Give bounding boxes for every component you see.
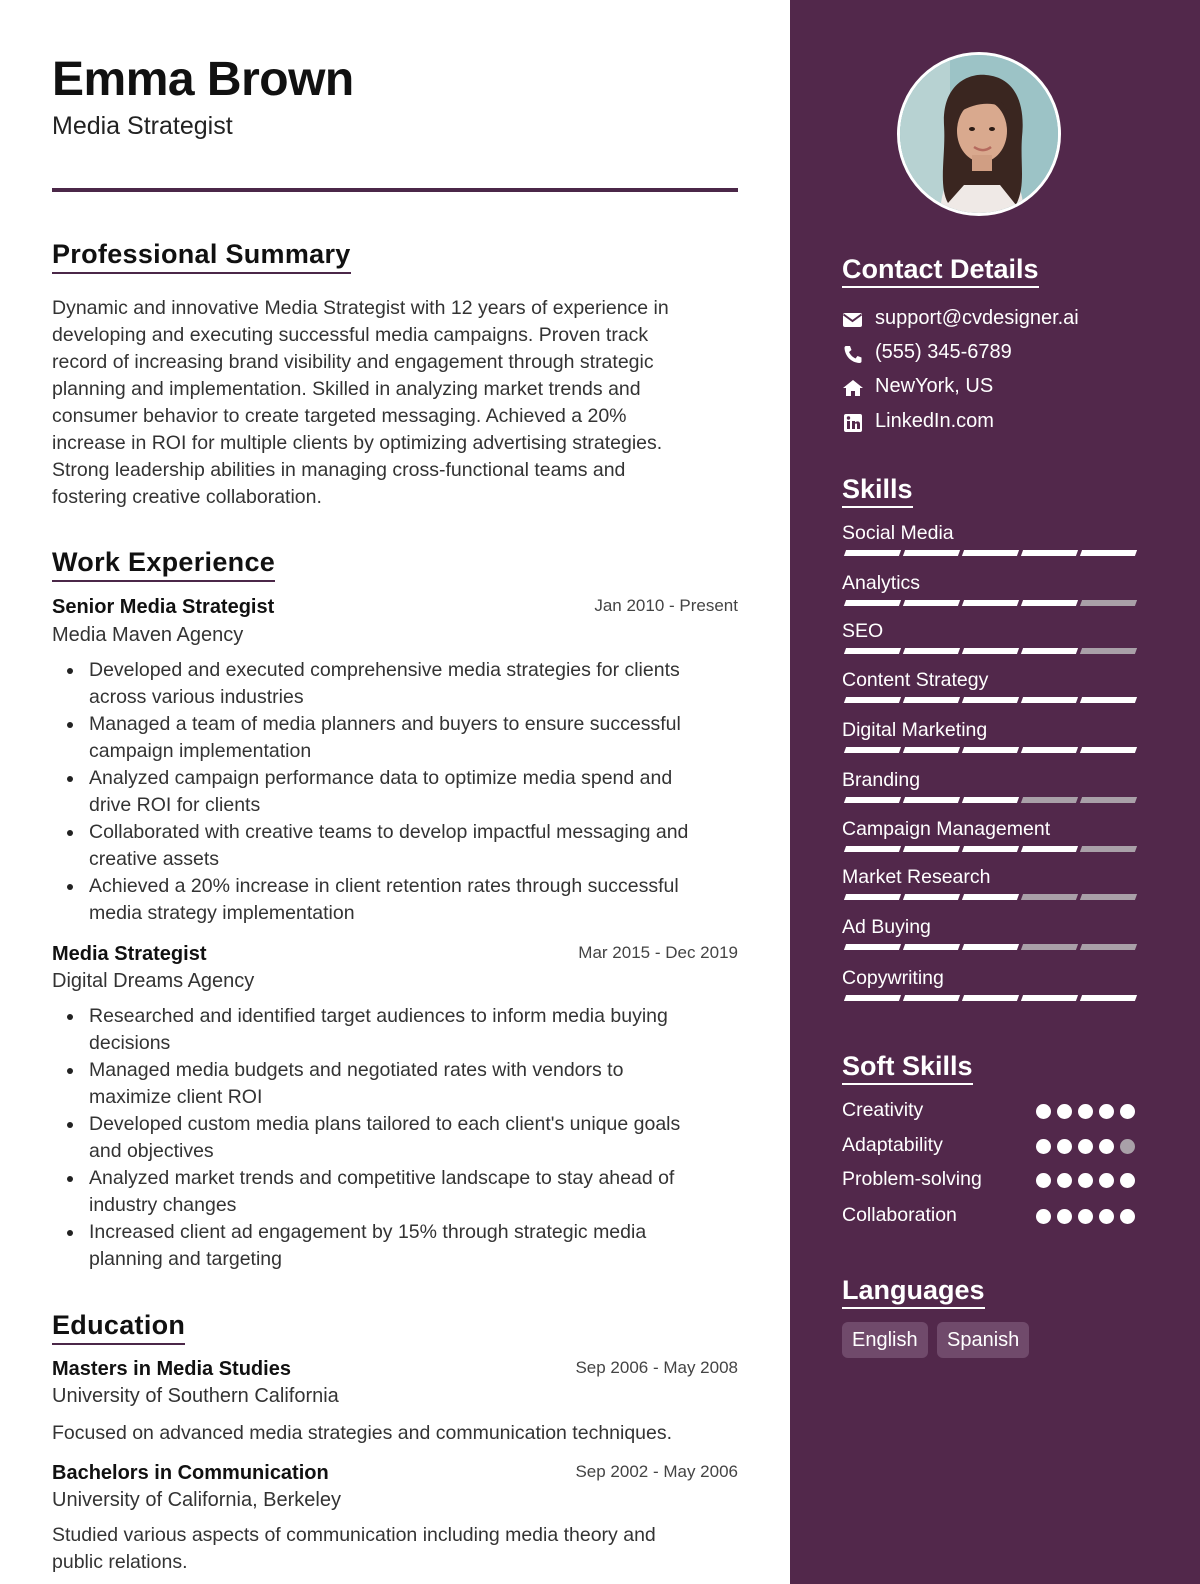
job-header bbox=[52, 943, 738, 969]
education-header bbox=[52, 1462, 738, 1488]
portrait-image bbox=[900, 55, 1061, 216]
rating-dot-filled bbox=[1099, 1104, 1114, 1119]
rating-segment-filled bbox=[962, 846, 1019, 852]
rating-dot-filled bbox=[1057, 1173, 1072, 1188]
rating-segment-empty bbox=[1080, 846, 1137, 852]
summary-line: developing and executing successful media campaigns. Proven track bbox=[52, 324, 649, 346]
soft-skill-name: Creativity bbox=[842, 1099, 924, 1121]
skill-rating-bar bbox=[842, 697, 1135, 703]
rating-segment-filled bbox=[962, 747, 1019, 753]
skill-row bbox=[842, 916, 1142, 956]
rating-dot-filled bbox=[1078, 1209, 1093, 1224]
language-chip: Spanish bbox=[937, 1322, 1029, 1358]
list-item bbox=[52, 1219, 738, 1273]
soft-skill-rating bbox=[1036, 1173, 1136, 1189]
bullet-line: industry changes bbox=[89, 1194, 237, 1216]
contact-text: (555) 345-6789 bbox=[875, 341, 1012, 363]
rating-segment-filled bbox=[903, 648, 960, 654]
skill-row bbox=[842, 769, 1142, 809]
education-description bbox=[52, 1420, 738, 1447]
degree: Bachelors in Communication bbox=[52, 1462, 329, 1484]
rating-dot-filled bbox=[1036, 1104, 1051, 1119]
rating-segment-filled bbox=[1021, 600, 1078, 606]
bullet-line: campaign implementation bbox=[89, 740, 312, 762]
bullet-line: Developed and executed comprehensive media strategies for clients bbox=[89, 659, 680, 681]
rating-segment-filled bbox=[1021, 995, 1078, 1001]
bullet-line: Increased client ad engagement by 15% through strategic media bbox=[89, 1221, 647, 1243]
school: University of Southern California bbox=[52, 1385, 339, 1407]
skill-rating-bar bbox=[842, 894, 1135, 900]
skill-row bbox=[842, 522, 1142, 562]
rating-segment-filled bbox=[844, 550, 901, 556]
skill-rating-bar bbox=[842, 600, 1135, 606]
rating-segment-filled bbox=[844, 600, 901, 606]
rating-segment-filled bbox=[962, 797, 1019, 803]
profile-photo bbox=[897, 52, 1061, 216]
rating-segment-empty bbox=[1080, 797, 1137, 803]
rating-dot-filled bbox=[1120, 1173, 1135, 1188]
skill-name: Digital Marketing bbox=[842, 719, 988, 741]
skill-row bbox=[842, 719, 1142, 759]
rating-segment-filled bbox=[1021, 550, 1078, 556]
skill-rating-bar bbox=[842, 995, 1135, 1001]
rating-segment-empty bbox=[1080, 600, 1137, 606]
skill-row bbox=[842, 818, 1142, 858]
skill-name: Branding bbox=[842, 769, 921, 791]
summary-line: increase in ROI for multiple clients by optimizing advertising strategies. bbox=[52, 432, 663, 454]
header-divider bbox=[52, 188, 738, 192]
rating-segment-filled bbox=[844, 747, 901, 753]
job-role: Senior Media Strategist bbox=[52, 596, 275, 618]
rating-segment-filled bbox=[1021, 697, 1078, 703]
list-item bbox=[52, 1165, 738, 1219]
job-header bbox=[52, 596, 738, 622]
summary-line: Dynamic and innovative Media Strategist with 12 years of experience in bbox=[52, 297, 669, 319]
education-header bbox=[52, 1358, 738, 1384]
rating-segment-filled bbox=[962, 600, 1019, 606]
rating-segment-filled bbox=[903, 995, 960, 1001]
list-item bbox=[52, 1057, 738, 1111]
job-role: Media Strategist bbox=[52, 943, 207, 965]
bullet-line: media strategy implementation bbox=[89, 902, 355, 924]
bullet-line: maximize client ROI bbox=[89, 1086, 263, 1108]
rating-segment-filled bbox=[844, 846, 901, 852]
rating-dot-filled bbox=[1078, 1139, 1093, 1154]
rating-segment-filled bbox=[903, 600, 960, 606]
skill-rating-bar bbox=[842, 797, 1135, 803]
bullet-line: Collaborated with creative teams to develop impactful messaging and bbox=[89, 821, 689, 843]
skills-heading: Skills bbox=[842, 473, 913, 508]
rating-segment-filled bbox=[962, 550, 1019, 556]
skill-row bbox=[842, 620, 1142, 660]
rating-segment-filled bbox=[962, 995, 1019, 1001]
home-icon bbox=[842, 378, 864, 398]
soft-skill-rating bbox=[1036, 1209, 1136, 1225]
bullet-line: Managed a team of media planners and buyers to ensure successful bbox=[89, 713, 681, 735]
skill-name: Ad Buying bbox=[842, 916, 931, 938]
summary-line: fostering creative collaboration. bbox=[52, 486, 322, 508]
bullet-line: planning and targeting bbox=[89, 1248, 282, 1270]
rating-segment-filled bbox=[1021, 648, 1078, 654]
skill-rating-bar bbox=[842, 944, 1135, 950]
rating-dot-empty bbox=[1120, 1139, 1135, 1154]
skill-rating-bar bbox=[842, 846, 1135, 852]
bullet-line: Analyzed campaign performance data to optimize media spend and bbox=[89, 767, 673, 789]
description-line: Focused on advanced media strategies and communication techniques. bbox=[52, 1422, 673, 1444]
skill-row bbox=[842, 967, 1142, 1007]
rating-segment-filled bbox=[903, 747, 960, 753]
rating-dot-filled bbox=[1036, 1173, 1051, 1188]
rating-dot-filled bbox=[1078, 1173, 1093, 1188]
skill-rating-bar bbox=[842, 747, 1135, 753]
experience-heading: Work Experience bbox=[52, 546, 275, 582]
soft-skill-row bbox=[842, 1099, 1136, 1125]
rating-dot-filled bbox=[1057, 1104, 1072, 1119]
contact-phone[interactable] bbox=[842, 341, 1142, 367]
education-dates: Sep 2006 - May 2008 bbox=[575, 1358, 738, 1377]
linkedin-icon bbox=[842, 413, 864, 433]
job-bullets bbox=[52, 657, 738, 927]
sidebar bbox=[790, 0, 1200, 1584]
soft-skill-name: Problem-solving bbox=[842, 1168, 982, 1190]
bullet-line: decisions bbox=[89, 1032, 171, 1054]
rating-dot-filled bbox=[1099, 1139, 1114, 1154]
rating-segment-filled bbox=[844, 697, 901, 703]
skill-name: Campaign Management bbox=[842, 818, 1051, 840]
rating-segment-empty bbox=[1021, 894, 1078, 900]
phone-icon bbox=[842, 344, 864, 364]
candidate-title: Media Strategist bbox=[52, 112, 233, 140]
skill-row bbox=[842, 669, 1142, 709]
envelope-icon bbox=[842, 310, 864, 330]
skill-name: Copywriting bbox=[842, 967, 944, 989]
rating-segment-filled bbox=[903, 550, 960, 556]
rating-segment-filled bbox=[844, 995, 901, 1001]
list-item bbox=[52, 657, 738, 711]
bullet-line: Developed custom media plans tailored to each client's unique goals bbox=[89, 1113, 681, 1135]
rating-dot-filled bbox=[1099, 1173, 1114, 1188]
summary-heading: Professional Summary bbox=[52, 238, 351, 274]
rating-segment-filled bbox=[903, 846, 960, 852]
list-item bbox=[52, 1003, 738, 1057]
skill-name: Social Media bbox=[842, 522, 954, 544]
candidate-name: Emma Brown bbox=[52, 53, 354, 106]
skill-rating-bar bbox=[842, 648, 1135, 654]
rating-segment-filled bbox=[844, 797, 901, 803]
skill-row bbox=[842, 866, 1142, 906]
skill-name: Content Strategy bbox=[842, 669, 989, 691]
job-bullets bbox=[52, 1003, 738, 1273]
summary-line: consumer behavior to create targeted messaging. Achieved a 20% bbox=[52, 405, 627, 427]
bullet-line: drive ROI for clients bbox=[89, 794, 261, 816]
soft-skill-row bbox=[842, 1168, 1136, 1194]
rating-segment-filled bbox=[962, 648, 1019, 654]
job-dates: Jan 2010 - Present bbox=[594, 596, 738, 615]
list-item bbox=[52, 1111, 738, 1165]
rating-dot-filled bbox=[1057, 1139, 1072, 1154]
soft-skill-name: Adaptability bbox=[842, 1134, 943, 1156]
soft-skills-heading: Soft Skills bbox=[842, 1050, 973, 1085]
rating-dot-filled bbox=[1057, 1209, 1072, 1224]
rating-dot-filled bbox=[1078, 1104, 1093, 1119]
list-item bbox=[52, 711, 738, 765]
rating-segment-filled bbox=[1080, 747, 1137, 753]
education-heading: Education bbox=[52, 1309, 185, 1345]
soft-skill-row bbox=[842, 1134, 1136, 1160]
rating-segment-filled bbox=[903, 894, 960, 900]
rating-segment-empty bbox=[1021, 797, 1078, 803]
summary-line: Strong leadership abilities in managing cross-functional teams and bbox=[52, 459, 626, 481]
summary-text bbox=[52, 295, 732, 511]
rating-segment-filled bbox=[844, 944, 901, 950]
job-company: Media Maven Agency bbox=[52, 624, 244, 646]
job-company: Digital Dreams Agency bbox=[52, 970, 255, 992]
school: University of California, Berkeley bbox=[52, 1489, 341, 1511]
rating-dot-filled bbox=[1120, 1209, 1135, 1224]
language-chip: English bbox=[842, 1322, 928, 1358]
rating-segment-filled bbox=[844, 648, 901, 654]
rating-dot-filled bbox=[1099, 1209, 1114, 1224]
list-item bbox=[52, 765, 738, 819]
bullet-line: Achieved a 20% increase in client retention rates through successful bbox=[89, 875, 679, 897]
rating-segment-empty bbox=[1080, 944, 1137, 950]
bullet-line: creative assets bbox=[89, 848, 220, 870]
contact-text: NewYork, US bbox=[875, 375, 994, 397]
bullet-line: Researched and identified target audiences to inform media buying bbox=[89, 1005, 668, 1027]
rating-segment-empty bbox=[1080, 894, 1137, 900]
description-line: public relations. bbox=[52, 1551, 188, 1573]
rating-dot-filled bbox=[1036, 1209, 1051, 1224]
rating-segment-empty bbox=[1080, 648, 1137, 654]
rating-segment-filled bbox=[903, 797, 960, 803]
degree: Masters in Media Studies bbox=[52, 1358, 291, 1380]
rating-segment-filled bbox=[903, 944, 960, 950]
list-item bbox=[52, 819, 738, 873]
soft-skill-name: Collaboration bbox=[842, 1204, 957, 1226]
soft-skill-row bbox=[842, 1204, 1136, 1230]
rating-segment-filled bbox=[1021, 846, 1078, 852]
education-description bbox=[52, 1522, 738, 1576]
summary-line: planning and implementation. Skilled in analyzing market trends and bbox=[52, 378, 641, 400]
skill-row bbox=[842, 572, 1142, 612]
rating-segment-filled bbox=[1080, 550, 1137, 556]
contact-linkedin[interactable] bbox=[842, 410, 1142, 436]
contact-heading: Contact Details bbox=[842, 253, 1039, 288]
soft-skill-rating bbox=[1036, 1139, 1136, 1155]
contact-email[interactable] bbox=[842, 307, 1142, 333]
soft-skill-rating bbox=[1036, 1104, 1136, 1120]
contact-text: LinkedIn.com bbox=[875, 410, 994, 432]
list-item bbox=[52, 873, 738, 927]
bullet-line: across various industries bbox=[89, 686, 304, 708]
skill-name: Market Research bbox=[842, 866, 991, 888]
rating-segment-empty bbox=[1021, 944, 1078, 950]
rating-segment-filled bbox=[962, 697, 1019, 703]
rating-dot-filled bbox=[1120, 1104, 1135, 1119]
education-dates: Sep 2002 - May 2006 bbox=[575, 1462, 738, 1481]
contact-text: support@cvdesigner.ai bbox=[875, 307, 1079, 329]
rating-segment-filled bbox=[1080, 697, 1137, 703]
bullet-line: Analyzed market trends and competitive landscape to stay ahead of bbox=[89, 1167, 675, 1189]
contact-location[interactable] bbox=[842, 375, 1142, 401]
bullet-line: and objectives bbox=[89, 1140, 214, 1162]
job-dates: Mar 2015 - Dec 2019 bbox=[578, 943, 738, 962]
rating-segment-filled bbox=[1080, 995, 1137, 1001]
rating-segment-filled bbox=[903, 697, 960, 703]
summary-line: record of increasing brand visibility and engagement through strategic bbox=[52, 351, 654, 373]
skill-name: Analytics bbox=[842, 572, 921, 594]
rating-segment-filled bbox=[962, 944, 1019, 950]
skill-rating-bar bbox=[842, 550, 1135, 556]
languages-heading: Languages bbox=[842, 1274, 985, 1309]
rating-segment-filled bbox=[1021, 747, 1078, 753]
rating-segment-filled bbox=[844, 894, 901, 900]
bullet-line: Managed media budgets and negotiated rates with vendors to bbox=[89, 1059, 624, 1081]
skill-name: SEO bbox=[842, 620, 884, 642]
rating-dot-filled bbox=[1036, 1139, 1051, 1154]
rating-segment-filled bbox=[962, 894, 1019, 900]
description-line: Studied various aspects of communication including media theory and bbox=[52, 1524, 656, 1546]
